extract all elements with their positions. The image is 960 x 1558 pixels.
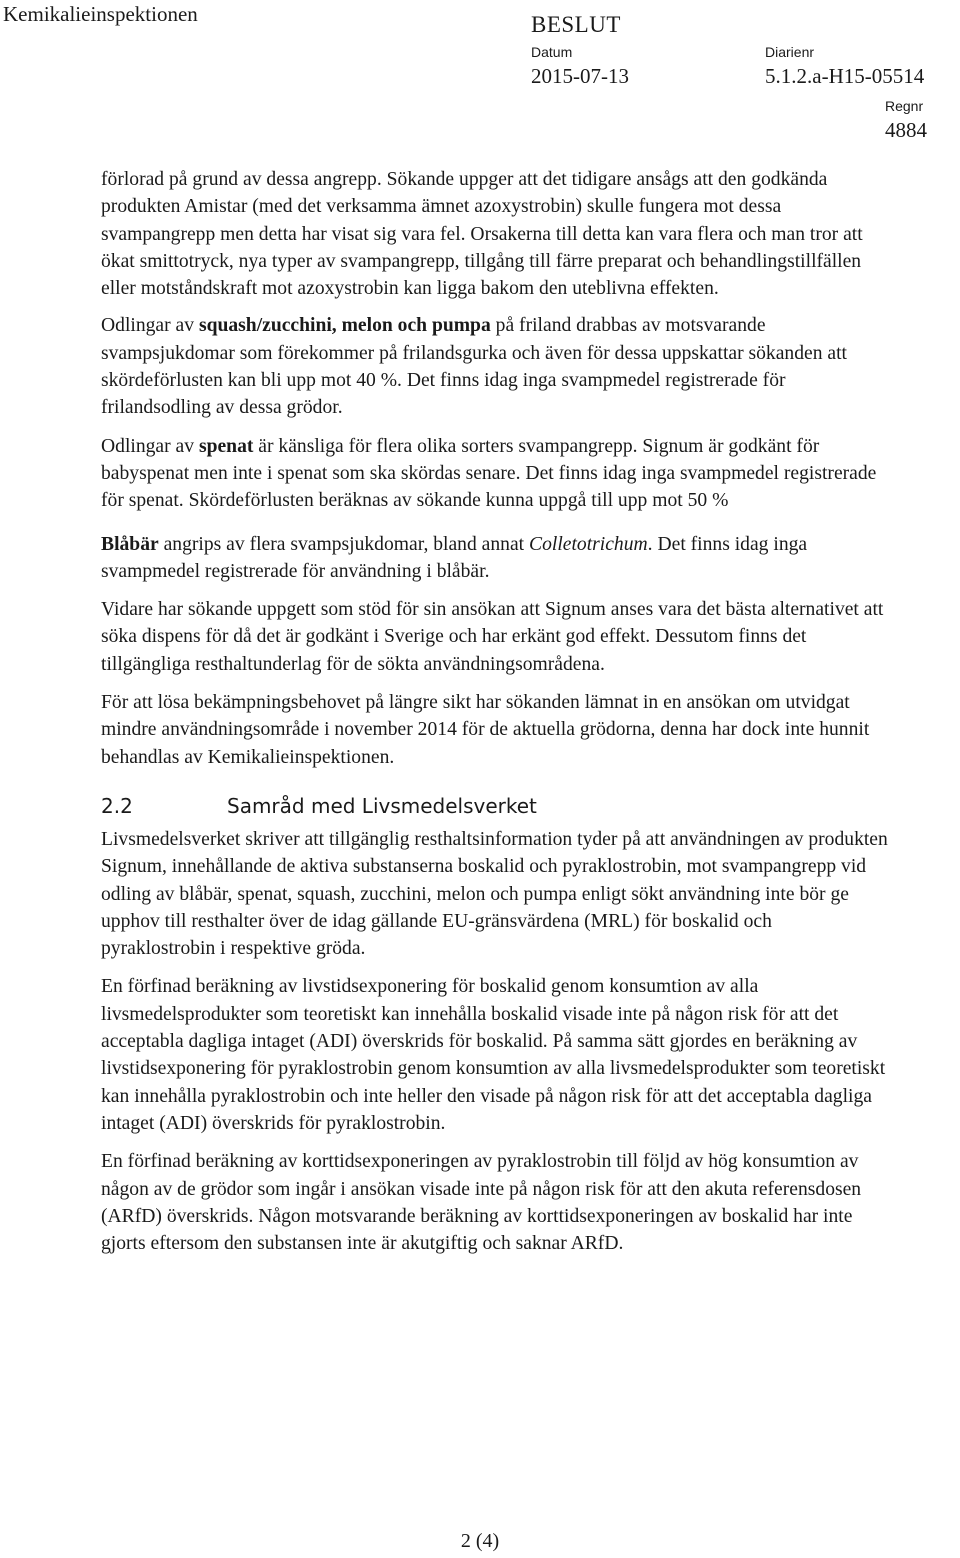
section-heading [101,792,891,820]
paragraph: En förfinad beräkning av livstidsexponering för boskalid genom konsumtion av alla livsmedelsprodukter som teoretiskt kan innehålla boskalid visade inte på någon risk för att det acceptabla dagliga intaget (ADI) överskrids för boskalid. På samma sätt gjordes en beräkning av livstidsexponering för pyraklostrobin genom konsumtion av alla livsmedelsprodukter som teoretiskt kan innehålla pyraklostrobin och inte heller den visade på någon risk för att det acceptabla dagliga intaget (ADI) överskrids för pyraklostrobin. [101,976,886,1134]
bold-term: Blåbär [101,533,159,555]
organization-name: Kemikalieinspektionen [3,2,198,26]
paragraph: En förfinad beräkning av korttidsexponeringen av pyraklostrobin till följd av hög konsumtion av någon av de grödor som ingår i ansökan visade inte på någon risk för att den akuta referensdosen (ARfD) överskrids. Någon motsvarande beräkning av korttidsexponeringen av boskalid har inte gjorts eftersom den substansen inte är akutgiftig och saknar ARfD. [101,1151,862,1255]
date-label: Datum [531,44,573,60]
diarienr-value: 5.1.2.a-H15-05514 [765,64,925,88]
document-type: BESLUT [531,12,621,37]
page-number: 2 (4) [460,1530,500,1552]
section-number: 2.2 [101,793,133,818]
italic-term: Colletotrichum [529,533,648,555]
text-run: Odlingar av [101,435,199,457]
date-value: 2015-07-13 [531,64,629,88]
paragraph [101,312,891,421]
text-run: på friland drabbas av motsvarande svampsjukdomar som förekommer på frilandsgurka och även för dessa uppskattar sökanden att skördeförlusten kan bli upp mot 40 %. Det finns idag inga svampmedel registrerade för frilandsodling av dessa grödor. [101,315,847,419]
paragraph: Livsmedelsverket skriver att tillgänglig resthaltsinformation tyder på att användningen av produkten Signum, innehållande de aktiva substanserna boskalid och pyraklostrobin, mot svampangrepp vid odling av blåbär, spenat, squash, zucchini, melon och pumpa enligt sökt användning inte bör ge upphov till resthalter över de idag gällande EU-gränsvärdena (MRL) för boskalid och pyraklostrobin i respektive gröda. [101,828,888,960]
paragraph [101,433,891,515]
document-body [101,166,891,1268]
paragraph [101,531,891,586]
paragraph: För att lösa bekämpningsbehovet på längre sikt har sökanden lämnat in en ansökan om utvidgat mindre användningsområde i november 2014 för de aktuella grödorna, denna har dock inte hunnit behandlas av Kemikalieinspektionen. [101,692,870,768]
text-run: . Det finns idag inga svampmedel registrerade för användning i blåbär. [101,533,808,582]
regnr-label: Regnr [885,98,924,114]
diarienr-label: Diarienr [765,44,815,60]
text-run: är känsliga för flera olika sorters svampangrepp. Signum är godkänt för babyspenat men inte i spenat som ska skördas senare. Det finns idag inga svampmedel registrerade för spenat. Skördeförlusten beräknas av sökande kunna uppgå till upp mot 50 % [101,435,877,512]
text-run: angrips av flera svampsjukdomar, bland annat [158,533,530,555]
paragraph: Vidare har sökande uppgett som stöd för sin ansökan att Signum anses vara det bästa alternativet att söka dispens för då det är godkänt i Sverige och har erkänt god effekt. Dessutom finns det tillgängliga resthaltunderlag för de sökta användningsområdena. [101,599,884,675]
bold-term: squash/zucchini, melon och pumpa [198,315,491,337]
bold-term: spenat [198,435,254,457]
paragraph: förlorad på grund av dessa angrepp. Sökande uppger att det tidigare ansågs att den godkända produkten Amistar (med det verksamma ämnet azoxystrobin) skulle fungera mot dessa svampangrepp men detta har visat sig vara fel. Orsakerna till detta kan vara flera och man tror att ökat smittotryck, nya typer av svampangrepp, tillgång till färre preparat och behandlingstillfällen eller motståndskraft mot azoxystrobin kan ligga bakom den uteblivna effekten. [101,169,863,300]
text-run: Odlingar av [101,315,199,337]
section-title: Samråd med Livsmedelsverket [227,793,537,818]
regnr-value: 4884 [885,118,927,142]
